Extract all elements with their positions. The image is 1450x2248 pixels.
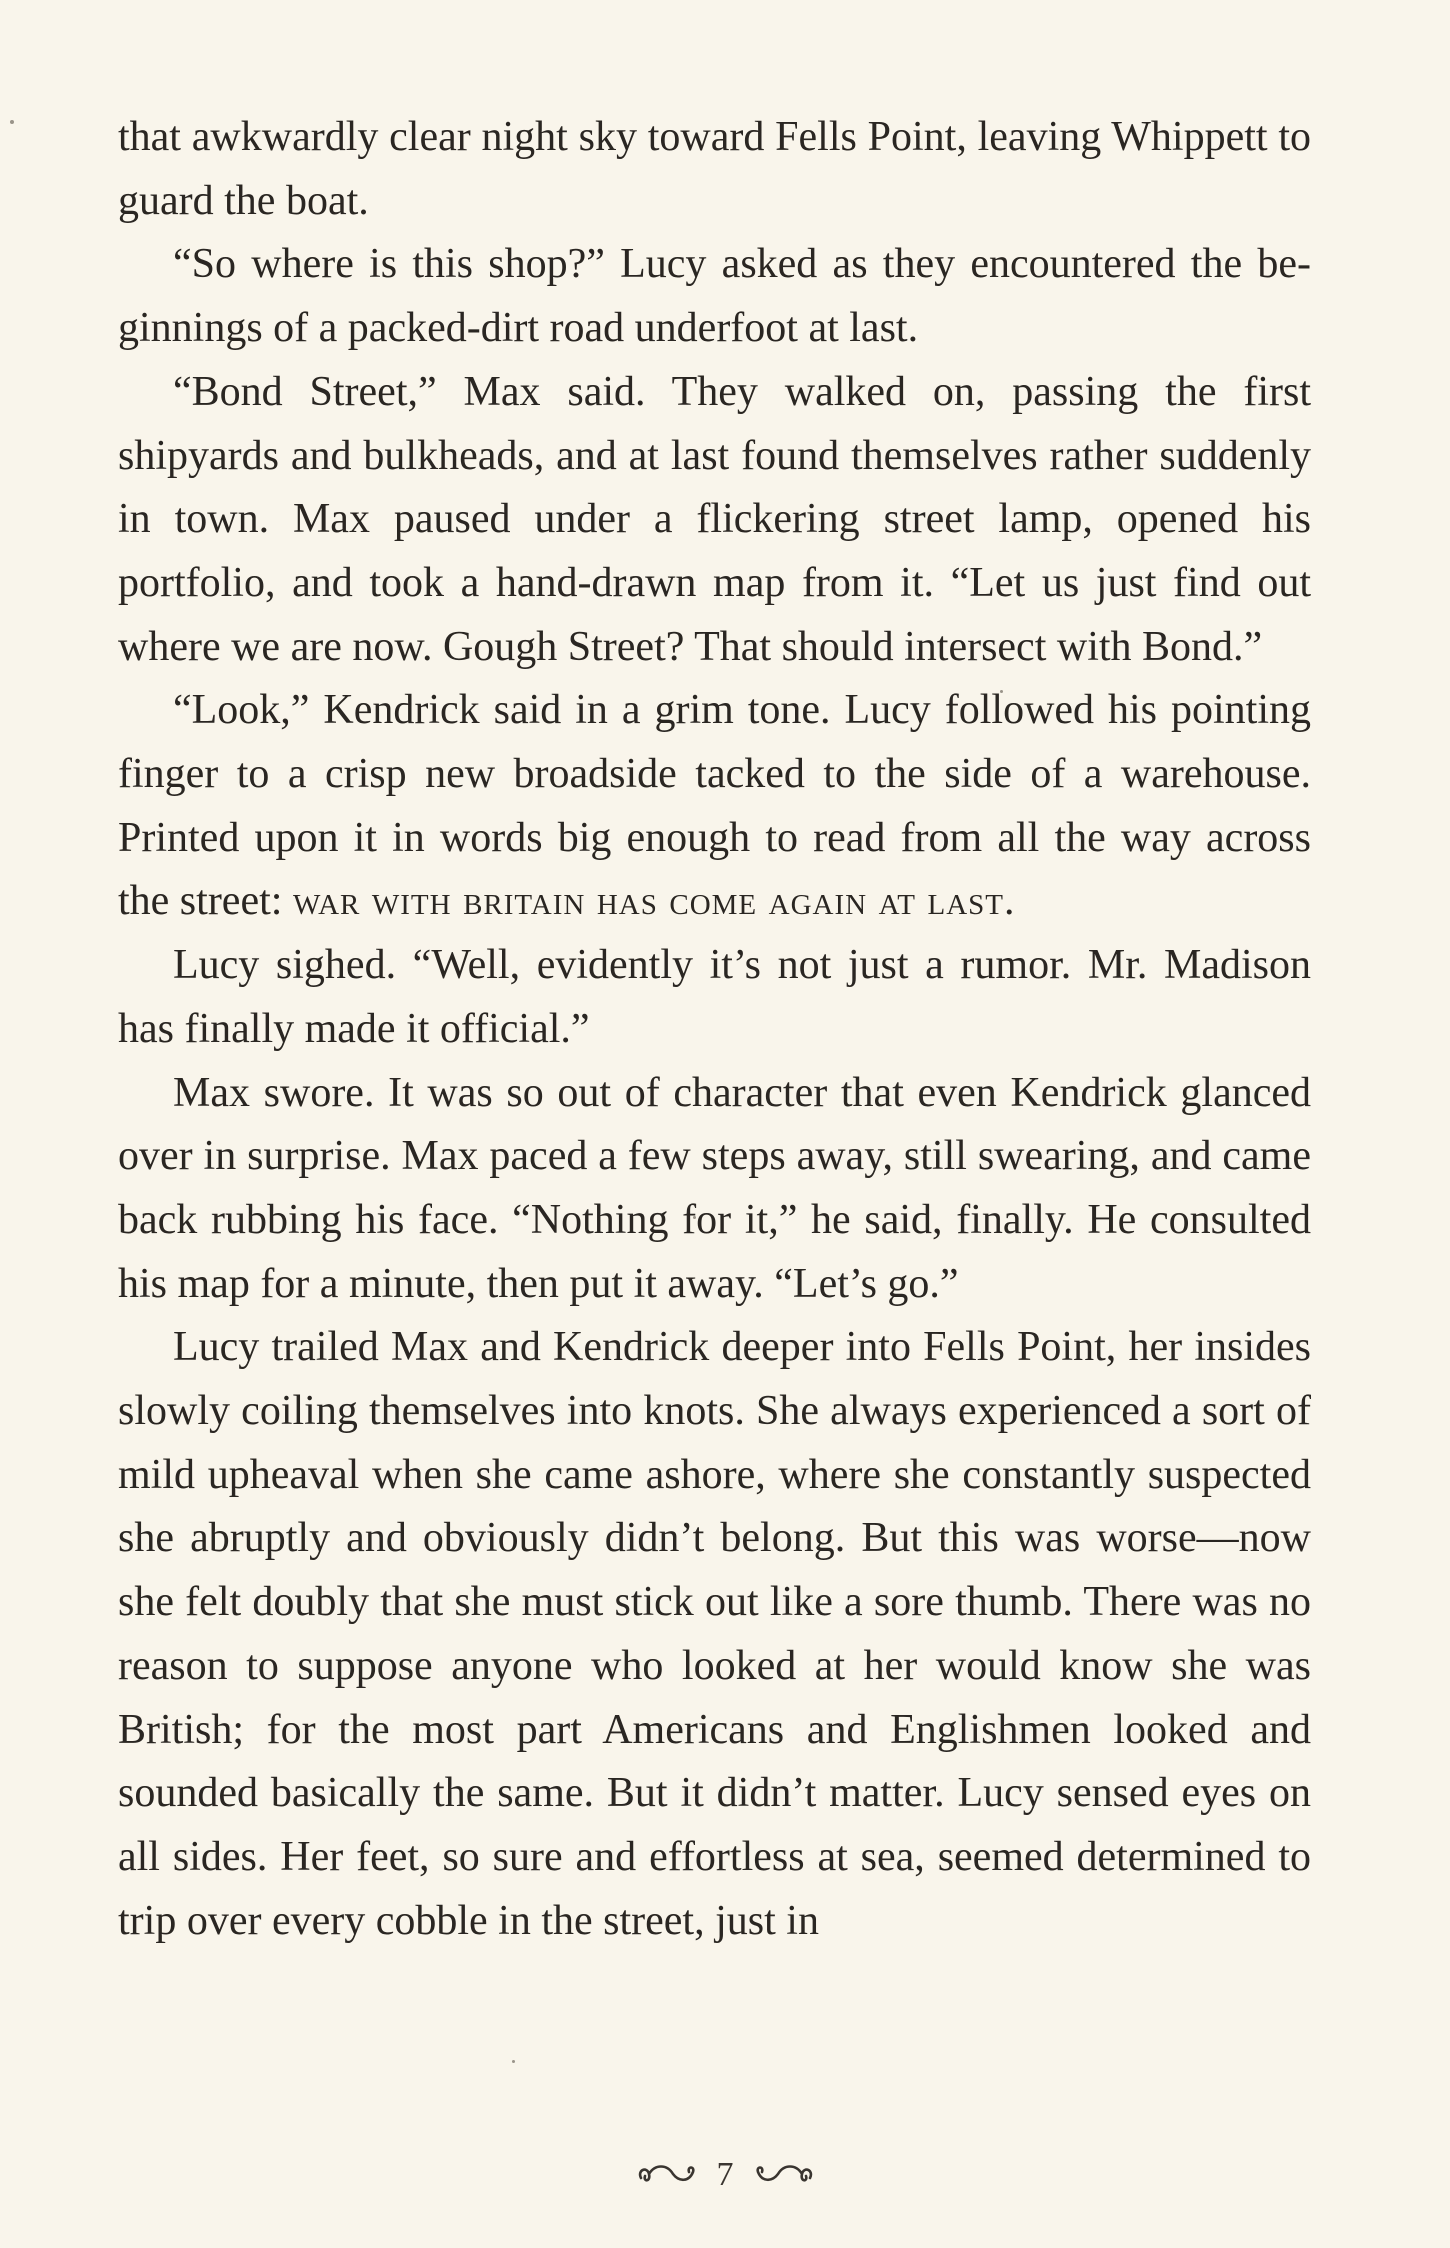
paragraph-text: “So where is this shop?” Lucy asked as they encountered the beginnings of a packed-dirt road underfoot at last.: [118, 241, 1311, 352]
paragraph: [118, 106, 1311, 233]
page-folio: [0, 2150, 1450, 2200]
paragraph: [118, 233, 1311, 360]
scan-speck: [512, 2060, 515, 2063]
broadside-headline: war with britain has come again at last.: [292, 878, 1016, 925]
paragraph: [118, 1316, 1311, 1953]
paragraph: [118, 361, 1311, 680]
paragraph: [118, 934, 1311, 1061]
body-text: [118, 106, 1311, 1953]
paragraph-text: Max swore. It was so out of character that even Kendrick glanced over in surprise. Max paced a few steps away, still swearing, and came back rubbing his face. “Nothing for it,” he said, finally. He consulted his map for a minute, then put it away. “Let’s go.”: [118, 1069, 1311, 1307]
paragraph: [118, 679, 1311, 934]
page-number: 7: [716, 2156, 734, 2193]
paragraph-text: “Bond Street,” Max said. They walked on, passing the first shipyards and bulkheads, and at last found themselves rather suddenly in town. Max paused under a flickering street lamp, opened his portfolio, and took a hand-drawn map from it. “Let us just find out where we are now. Gough Street? That should intersect with Bond.”: [118, 368, 1311, 670]
scan-speck: [10, 120, 14, 124]
paragraph-text: Lucy trailed Max and Kendrick deeper into Fells Point, her insides slowly coiling themselves into knots. She always experienced a sort of mild upheaval when she came ashore, where she constantly suspected she abruptly and obviously didn’t belong. But this was worse—now she felt doubly that she must stick out like a sore thumb. There was no reason to suppose anyone who looked at her would know she was British; for the most part Americans and Englishmen looked and sounded basically the same. But it didn’t matter. Lucy sensed eyes on all sides. Her feet, so sure and effortless at sea, seemed determined to trip over every cobble in the street, just in: [118, 1324, 1311, 1944]
swirl-ornament-icon: [750, 2160, 816, 2190]
paragraph-text: that awkwardly clear night sky toward Fells Point, leaving Whippett to guard the boat.: [118, 114, 1311, 224]
paragraph-text: Lucy sighed. “Well, evidently it’s not just a rumor. Mr. Madison has finally made it official.”: [118, 942, 1311, 1052]
paragraph: [118, 1062, 1311, 1317]
paragraph-text: “Look,” Kendrick said in a grim tone. Lucy followed his pointing finger to a crisp new broadside tacked to the side of a warehouse. Printed upon it in words big enough to read from all the way across the street:: [118, 687, 1311, 925]
swirl-ornament-icon: [635, 2160, 701, 2190]
